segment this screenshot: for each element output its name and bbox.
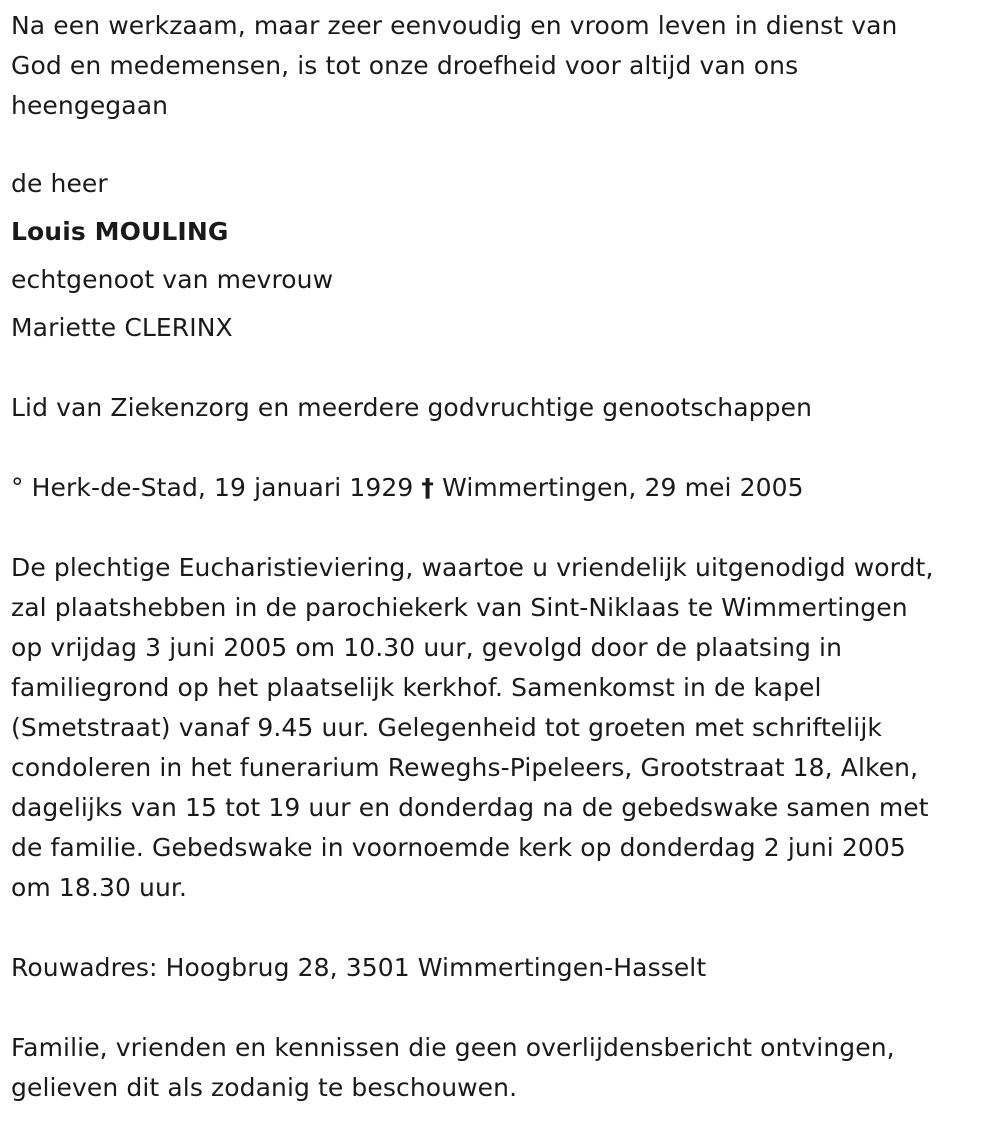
deceased-name: Louis MOULING bbox=[11, 217, 229, 246]
title-prefix: de heer bbox=[11, 169, 108, 198]
intro-text: Na een werkzaam, maar zeer eenvoudig en vroom leven in dienst van God en medemensen, is tot onze droefheid voor altijd van ons heengegaan bbox=[11, 11, 898, 120]
death-info: Wimmertingen, 29 mei 2005 bbox=[442, 473, 804, 502]
death-notice bbox=[11, 6, 991, 1108]
spouse-name: Mariette CLERINX bbox=[11, 313, 233, 342]
cross-icon: † bbox=[421, 473, 435, 502]
membership-text: Lid van Ziekenzorg en meerdere godvruchtige genootschappen bbox=[11, 393, 813, 422]
spouse-label: echtgenoot van mevrouw bbox=[11, 265, 334, 294]
birth-info: ° Herk-de-Stad, 19 januari 1929 bbox=[11, 473, 414, 502]
mourning-address: Rouwadres: Hoogbrug 28, 3501 Wimmertingen-Hasselt bbox=[11, 953, 707, 982]
ceremony-text: De plechtige Eucharistieviering, waartoe u vriendelijk uitgenodigd wordt, zal plaatshebben in de parochiekerk van Sint-Niklaas te Wimmertingen op vrijdag 3 juni 2005 om 10.30 uur, gevolgd door de plaatsing in familiegrond op het plaatselijk kerkhof. Samenkomst in de kapel (Smetstraat) vanaf 9.45 uur. Gelegenheid tot groeten met schriftelijk condoleren in het funerarium Reweghs-Pipeleers, Grootstraat 18, Alken, dagelijks van 15 tot 19 uur en donderdag na de gebedswake samen met de familie. Gebedswake in voornoemde kerk op donderdag 2 juni 2005 om 18.30 uur. bbox=[11, 553, 934, 902]
closing-text: Familie, vrienden en kennissen die geen overlijdensbericht ontvingen, gelieven dit als zodanig te beschouwen. bbox=[11, 1033, 895, 1102]
life-dates bbox=[11, 468, 991, 508]
